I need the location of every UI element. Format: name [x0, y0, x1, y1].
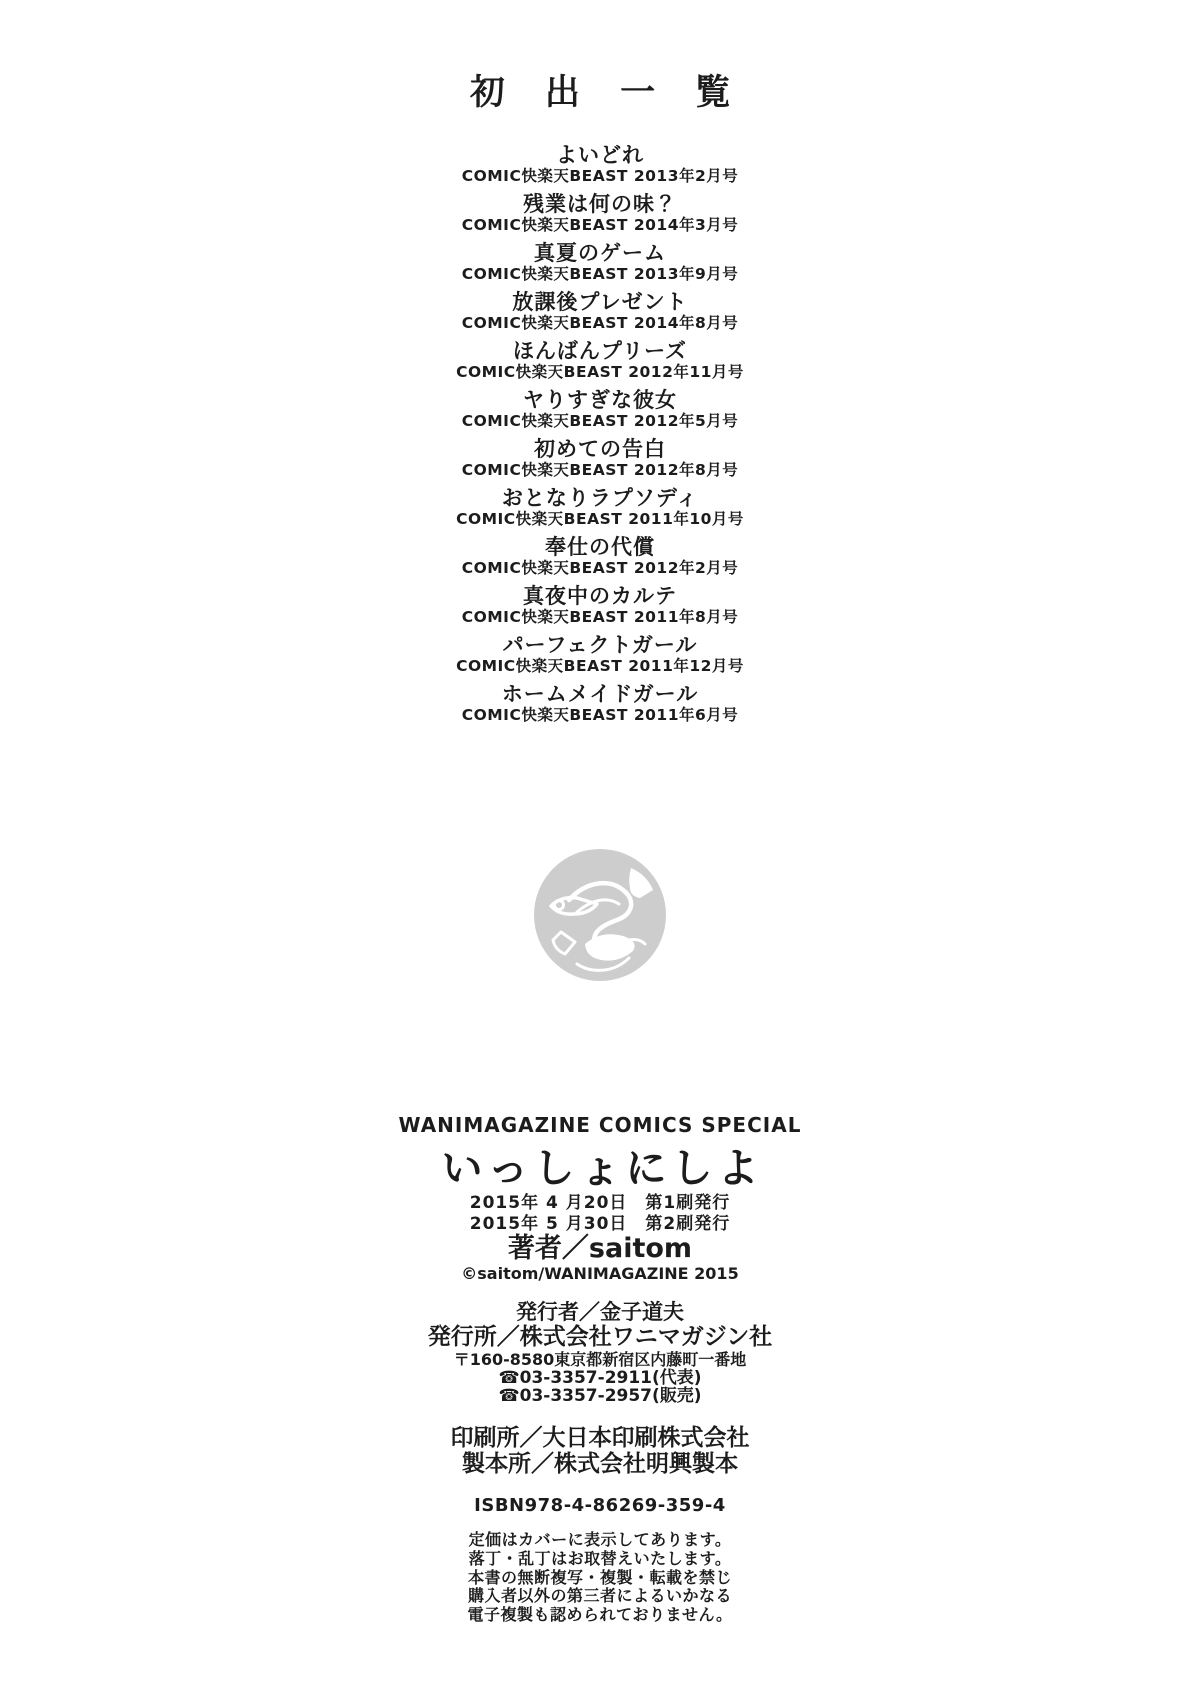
issuer-line: 発行者／金子道夫 [516, 1300, 684, 1324]
isbn-line: ISBN978-4-86269-359-4 [474, 1495, 726, 1516]
colophon [0, 1113, 1200, 1625]
work-issue: COMIC快楽天BEAST 2013年2月号 [461, 167, 739, 185]
imprint-label: WANIMAGAZINE COMICS SPECIAL [398, 1113, 802, 1137]
work-item [0, 192, 1200, 234]
work-issue: COMIC快楽天BEAST 2011年10月号 [456, 510, 744, 528]
work-issue: COMIC快楽天BEAST 2014年8月号 [461, 314, 739, 332]
work-item [0, 339, 1200, 381]
printer-line: 印刷所／大日本印刷株式会社 [450, 1425, 750, 1451]
work-item [0, 437, 1200, 479]
note-line: 電子複製も認められておりません。 [467, 1605, 733, 1625]
copyright-line: ©saitom/WANIMAGAZINE 2015 [461, 1264, 739, 1283]
note-line: 定価はカバーに表示してあります。 [468, 1530, 732, 1549]
publisher-block [0, 1300, 1200, 1405]
work-title: ほんばんプリーズ [512, 339, 688, 363]
work-item [0, 290, 1200, 332]
work-title: おとなりラプソディ [501, 486, 699, 510]
work-issue: COMIC快楽天BEAST 2014年3月号 [461, 216, 739, 234]
wani-crocodile-stamp-icon [533, 848, 667, 982]
bindery-line: 製本所／株式会社明興製本 [462, 1451, 738, 1477]
work-title: 真夜中のカルテ [523, 584, 677, 608]
printing-block [0, 1425, 1200, 1477]
work-item [0, 535, 1200, 577]
work-item [0, 584, 1200, 626]
work-title: 真夏のゲーム [534, 241, 666, 265]
phone-main-line: ☎03-3357-2911(代表) [498, 1368, 702, 1388]
work-item [0, 241, 1200, 283]
book-title: いっしょにしよ [441, 1144, 764, 1192]
work-issue: COMIC快楽天BEAST 2012年8月号 [461, 461, 739, 479]
work-title: よいどれ [556, 143, 644, 167]
work-item [0, 633, 1200, 675]
work-item [0, 388, 1200, 430]
work-item [0, 143, 1200, 185]
work-title: 奉仕の代償 [545, 535, 655, 559]
page-title: 初 出 一 覧 [469, 73, 745, 113]
work-issue: COMIC快楽天BEAST 2011年6月号 [461, 706, 739, 724]
printing-date-1: 2015年 4 月20日 第1刷発行 [469, 1193, 731, 1213]
legal-notes [0, 1531, 1200, 1625]
work-title: 残業は何の味？ [523, 192, 677, 216]
publisher-address: 〒160-8580東京都新宿区内藤町一番地 [453, 1350, 747, 1369]
work-issue: COMIC快楽天BEAST 2013年9月号 [461, 265, 739, 283]
work-title: 初めての告白 [534, 437, 666, 461]
work-issue: COMIC快楽天BEAST 2012年2月号 [461, 559, 739, 577]
work-item [0, 486, 1200, 528]
author-line: 著者／saitom [507, 1233, 693, 1264]
publisher-line: 発行所／株式会社ワニマガジン社 [427, 1324, 773, 1350]
note-line: 落丁・乱丁はお取替えいたします。 [468, 1548, 732, 1568]
work-issue: COMIC快楽天BEAST 2012年11月号 [456, 363, 744, 381]
work-issue: COMIC快楽天BEAST 2011年8月号 [461, 608, 739, 626]
work-issue: COMIC快楽天BEAST 2011年12月号 [456, 657, 744, 675]
work-item [0, 682, 1200, 724]
printing-date-2: 2015年 5 月30日 第2刷発行 [469, 1213, 731, 1234]
work-title: パーフェクトガール [502, 633, 698, 657]
note-line: 本書の無断複写・複製・転載を禁じ [467, 1567, 732, 1587]
first-publication-list [0, 72, 1200, 731]
work-issue: COMIC快楽天BEAST 2012年5月号 [461, 412, 739, 430]
work-title: ヤりすぎな彼女 [523, 388, 677, 412]
phone-sales-line: ☎03-3357-2957(販売) [498, 1386, 702, 1406]
work-title: ホームメイドガール [501, 682, 699, 706]
work-title: 放課後プレゼント [512, 290, 688, 314]
note-line: 購入者以外の第三者によるいかなる [467, 1586, 732, 1606]
